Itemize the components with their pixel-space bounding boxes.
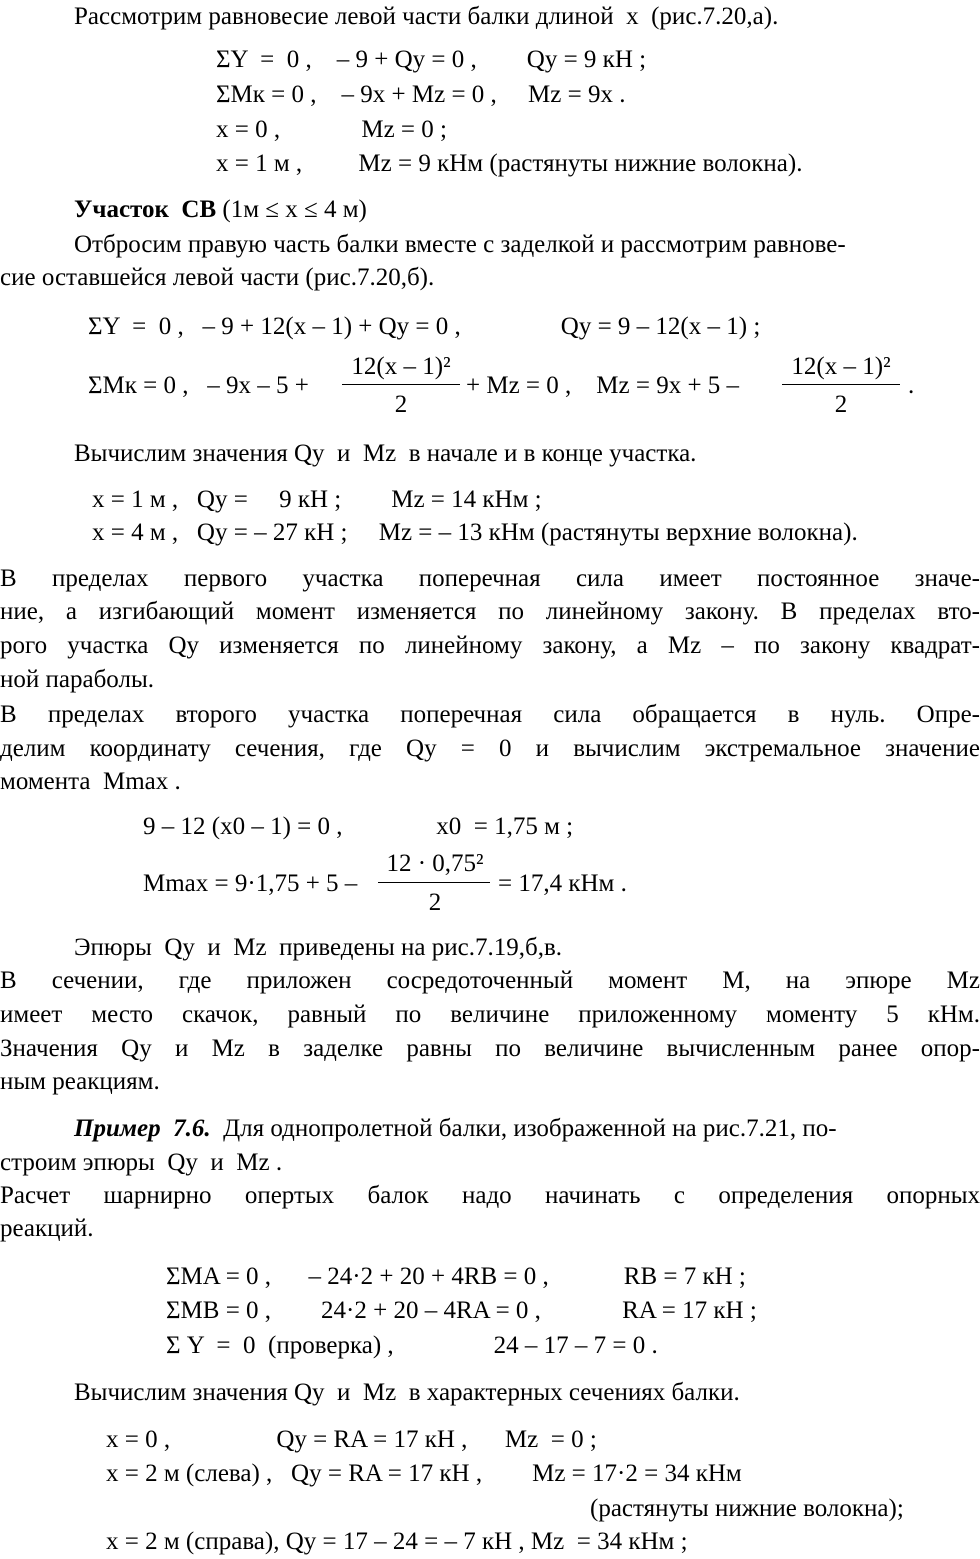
equation-line: x = 0 , Mz = 0 ; bbox=[216, 116, 447, 143]
equation-line: (растянуты нижние волокна); bbox=[590, 1495, 904, 1522]
equation-part: . bbox=[908, 372, 915, 399]
equation-part: ΣMк = 0 , – 9x – 5 + bbox=[88, 372, 309, 399]
fraction-numerator: 12 · 0,75² bbox=[386, 850, 484, 877]
paragraph-line: В пределах первого участка поперечная сила имеет постоянное значе- bbox=[0, 565, 980, 592]
equation-line: x = 0 , Qy = RA = 17 кН , Mz = 0 ; bbox=[106, 1426, 597, 1453]
fraction-numerator: 12(x – 1)² bbox=[351, 353, 451, 380]
fraction-denominator: 2 bbox=[394, 391, 408, 418]
equation-part: Mmax = 9·1,75 + 5 – bbox=[143, 870, 358, 897]
fraction-bar bbox=[782, 384, 900, 385]
paragraph-line: В сечении, где приложен сосредоточенный момент M, на эпюре Mz bbox=[0, 967, 980, 994]
equation-line: ΣMA = 0 , – 24·2 + 20 + 4RB = 0 , RB = 7 кН ; bbox=[166, 1263, 746, 1290]
paragraph-line: делим координату сечения, где Qy = 0 и вычислим экстремальное значение bbox=[0, 735, 980, 762]
equation-line: x = 2 м (справа), Qy = 17 – 24 = – 7 кН , Mz = 34 кНм ; bbox=[106, 1528, 688, 1555]
text-line: Эпюры Qy и Mz приведены на рис.7.19,б,в. bbox=[74, 934, 563, 961]
example-heading bbox=[74, 1114, 837, 1144]
paragraph-line: Значения Qy и Mz в заделке равны по величине вычисленным ранее опор- bbox=[0, 1035, 980, 1062]
paragraph-line: строим эпюры Qy и Mz . bbox=[0, 1149, 283, 1176]
section-heading bbox=[74, 195, 367, 225]
fraction-numerator: 12(x – 1)² bbox=[791, 353, 891, 380]
equation-line: x = 1 м , Mz = 9 кНм (растянуты нижние волокна). bbox=[216, 150, 803, 177]
fraction-bar bbox=[342, 384, 460, 385]
equation-line: ΣMB = 0 , 24·2 + 20 – 4RA = 0 , RA = 17 кН ; bbox=[166, 1297, 757, 1324]
text-line: Отбросим правую часть балки вместе с заделкой и рассмотрим равнове- bbox=[74, 231, 846, 258]
equation-line: ΣY = 0 , – 9 + 12(x – 1) + Qy = 0 , Qy = 9 – 12(x – 1) ; bbox=[88, 313, 761, 340]
paragraph-line: В пределах второго участка поперечная сила обращается в нуль. Опре- bbox=[0, 701, 980, 728]
paragraph-line: ной параболы. bbox=[0, 666, 154, 693]
paragraph-line: рого участка Qy изменяется по линейному закону, а Mz – по закону квадрат- bbox=[0, 632, 980, 659]
example-title: Пример 7.6. bbox=[74, 1115, 211, 1142]
example-text: Для однопролетной балки, изображенной на рис.7.21, по- bbox=[210, 1115, 837, 1142]
equation-line: x = 4 м , Qy = – 27 кН ; Mz = – 13 кНм (растянуты верхние волокна). bbox=[92, 519, 858, 546]
paragraph-line: реакций. bbox=[0, 1215, 94, 1242]
text-line: Вычислим значения Qy и Mz в начале и в конце участка. bbox=[74, 440, 697, 467]
paragraph-line: ным реакциям. bbox=[0, 1068, 160, 1095]
paragraph-line: имеет место скачок, равный по величине приложенному моменту 5 кНм. bbox=[0, 1001, 980, 1028]
equation-line: x = 1 м , Qy = 9 кН ; Mz = 14 кНм ; bbox=[92, 486, 542, 513]
paragraph-line: ние, а изгибающий момент изменяется по линейному закону. В пределах вто- bbox=[0, 598, 980, 625]
equation-line: x = 2 м (слева) , Qy = RA = 17 кН , Mz = 17·2 = 34 кНм bbox=[106, 1460, 742, 1487]
text-line: Вычислим значения Qy и Mz в характерных сечениях балки. bbox=[74, 1379, 740, 1406]
fraction-denominator: 2 bbox=[428, 889, 442, 916]
fraction-denominator: 2 bbox=[834, 391, 848, 418]
paragraph-line: Расчет шарнирно опертых балок надо начинать с определения опорных bbox=[0, 1182, 980, 1209]
equation-part: = 17,4 кНм . bbox=[498, 870, 627, 897]
equation-line: ΣY = 0 , – 9 + Qy = 0 , Qy = 9 кН ; bbox=[216, 46, 647, 73]
text-line: сие оставшейся левой части (рис.7.20,б). bbox=[0, 264, 435, 291]
section-title: Участок CB bbox=[74, 196, 217, 223]
equation-line: ΣMк = 0 , – 9x + Mz = 0 , Mz = 9x . bbox=[216, 81, 626, 108]
paragraph-line: момента Mmax . bbox=[0, 768, 181, 795]
equation-part: + Mz = 0 , Mz = 9x + 5 – bbox=[466, 372, 740, 399]
text-line: Рассмотрим равновесие левой части балки длиной x (рис.7.20,а). bbox=[74, 3, 779, 30]
equation-line: Σ Y = 0 (проверка) , 24 – 17 – 7 = 0 . bbox=[166, 1332, 658, 1359]
section-range: (1м ≤ x ≤ 4 м) bbox=[216, 196, 367, 223]
fraction-bar bbox=[378, 882, 490, 883]
equation-line: 9 – 12 (x0 – 1) = 0 , x0 = 1,75 м ; bbox=[143, 813, 574, 840]
